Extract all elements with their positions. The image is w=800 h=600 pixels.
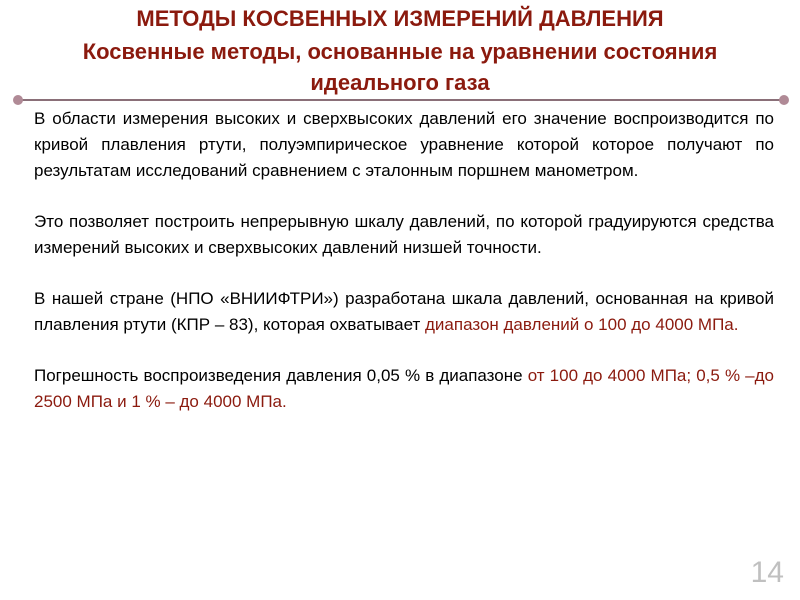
paragraph-3 [34,286,774,338]
title-divider [18,99,784,101]
paragraph-4-highlight-2: 0,5 % –до 2500 МПа и 1 % – до 4000 МПа. [34,366,774,411]
slide-body [34,106,774,440]
paragraph-1: В области измерения высоких и сверхвысоких давлений его значение воспроизводится по кривой плавления ртути, полуэмпирическое уравнение которой которое получают по результатам исследований сравнением с эталонным поршнем манометром. [34,109,774,180]
paragraph-4-text: Погрешность воспроизведения давления 0,05 % в диапазоне [34,366,528,385]
page-number: 14 [750,556,784,589]
slide-subtitle: Косвенные методы, основанные на уравнении состояния идеального газа [82,39,718,95]
divider-right-dot [779,95,789,105]
divider-left-dot [13,95,23,105]
paragraph-4-highlight-1: от 100 до 4000 МПа; [527,366,692,385]
paragraph-3-text: В нашей стране (НПО «ВНИИФТРИ») разработана шкала давлений, основанная на кривой плавления ртути (КПР – 83), которая охватывает [34,289,774,334]
paragraph-4 [34,363,774,415]
slide-title: МЕТОДЫ КОСВЕННЫХ ИЗМЕРЕНИЙ ДАВЛЕНИЯ [136,6,664,31]
paragraph-3-highlight: диапазон давлений о 100 до 4000 МПа. [425,315,739,334]
paragraph-2: Это позволяет построить непрерывную шкалу давлений, по которой градуируются средства измерений высоких и сверхвысоких давлений низшей точности. [34,212,774,257]
